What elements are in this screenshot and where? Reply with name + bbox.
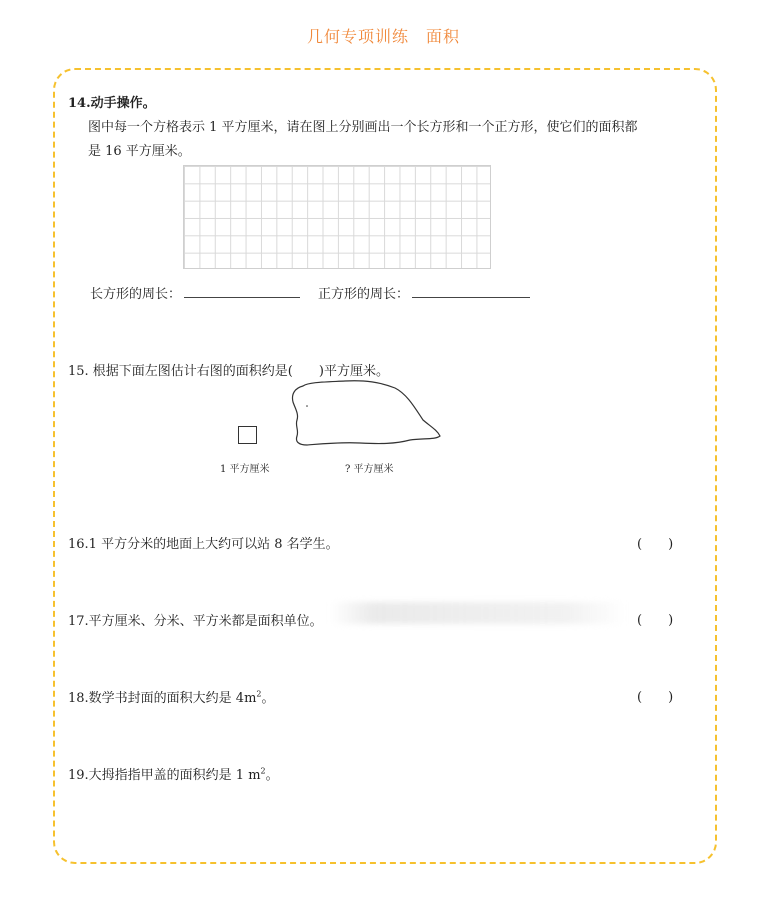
unit-square-shape [238, 426, 257, 444]
q18-text [68, 687, 275, 706]
q19-period: 。 [265, 768, 279, 783]
q16-answer-parentheses[interactable]: ( ) [637, 537, 674, 552]
square-perimeter-label: 正方形的周长： [318, 287, 410, 302]
q14-title: 14.动手操作。 [68, 96, 156, 111]
q17-text: 17.平方厘米、分米、平方米都是面积单位。 [68, 614, 323, 629]
q14-instruction-line1: 图中每一个方格表示 1 平方厘米，请在图上分别画出一个长方形和一个正方形，使它们的面积都 [88, 120, 638, 135]
left-shape-caption: 1 平方厘米 [220, 464, 270, 475]
q18-answer-parentheses[interactable]: ( ) [637, 690, 674, 705]
q15-text: 15. 根据下面左图估计右图的面积约是( )平方厘米。 [68, 364, 389, 379]
drawing-grid[interactable] [183, 165, 491, 269]
square-perimeter-blank[interactable] [412, 297, 530, 298]
q19-text [68, 764, 279, 783]
rectangle-perimeter-blank[interactable] [184, 297, 300, 298]
q18-period: 。 [261, 691, 275, 706]
q14-instruction-line2: 是 16 平方厘米。 [88, 144, 191, 159]
irregular-shape [285, 378, 445, 450]
page-title: 几何专项训练 面积 [306, 27, 460, 46]
smudge-mark [330, 602, 625, 624]
right-shape-caption: ? 平方厘米 [345, 464, 394, 475]
q19-statement: 19.大拇指指甲盖的面积约是 1 m [68, 768, 261, 783]
rectangle-perimeter-label: 长方形的周长： [90, 287, 182, 302]
q17-answer-parentheses[interactable]: ( ) [637, 613, 674, 628]
q18-exponent: 2 [256, 689, 262, 699]
q19-exponent: 2 [260, 766, 266, 776]
q18-statement: 18.数学书封面的面积大约是 4m [68, 691, 257, 706]
q16-text: 16.1 平方分米的地面上大约可以站 8 名学生。 [68, 537, 339, 552]
